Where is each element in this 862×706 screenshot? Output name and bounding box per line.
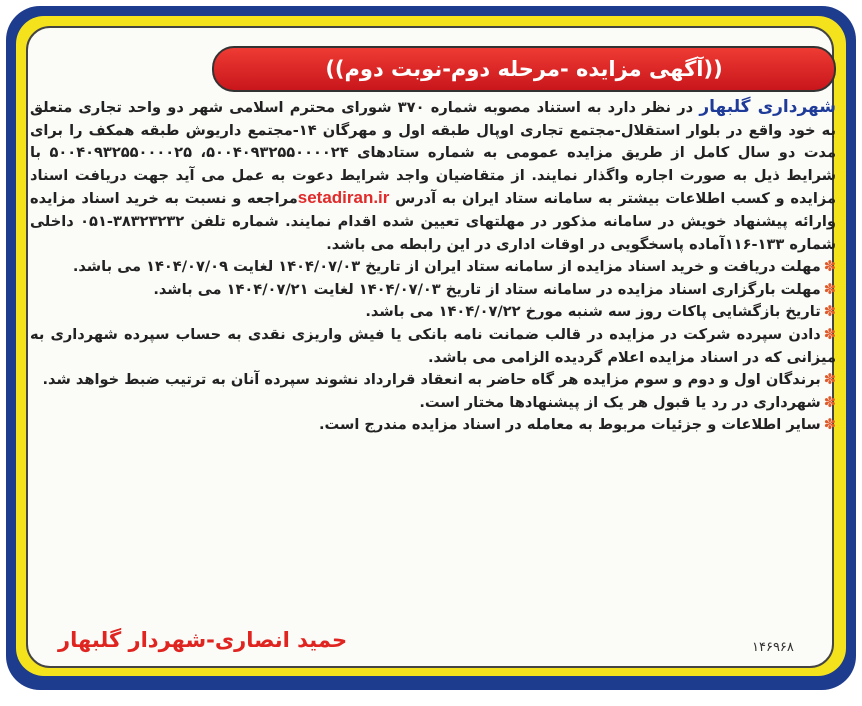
list-item: [30, 369, 836, 392]
bullet-icon: ✽: [823, 325, 836, 343]
list-item: [30, 324, 836, 369]
conditions-list: [30, 256, 836, 437]
list-item: [30, 301, 836, 324]
bullet-icon: ✽: [823, 280, 836, 298]
list-item: [30, 279, 836, 302]
notice-title: ((آگهی مزایده -مرحله دوم-نوبت دوم)): [212, 46, 836, 92]
notice-body: [30, 96, 836, 437]
list-item-text: برندگان اول و دوم و سوم مزایده هر گاه حاضر به انعقاد قرارداد نشوند سپرده آنان به ترتیب ضبط خواهد شد.: [42, 371, 821, 389]
list-item-text: مهلت دریافت و خرید اسناد مزایده از سامانه ستاد ایران از تاریخ ۱۴۰۴/۰۷/۰۳ لغایت ۱۴۰۴/۰۷/۰۹ می باشد.: [72, 258, 821, 276]
organization-name: شهرداری گلبهار: [699, 97, 837, 117]
ad-code: ۱۴۶۹۶۸: [752, 640, 794, 655]
list-item-text: سایر اطلاعات و جزئیات مربوط به معامله در اسناد مزایده مندرج است.: [318, 416, 821, 434]
website-link[interactable]: setadiran.ir: [297, 188, 390, 208]
list-item-text: مهلت بارگزاری اسناد مزایده در سامانه ستاد از تاریخ ۱۴۰۴/۰۷/۰۳ لغایت ۱۴۰۴/۰۷/۲۱ می باشد.: [153, 280, 821, 298]
list-item-text: تاریخ بازگشایی پاکات روز سه شنبه مورخ ۱۴۰۴/۰۷/۲۲ می باشد.: [365, 303, 821, 321]
bullet-icon: ✽: [823, 258, 836, 276]
bullet-icon: ✽: [823, 303, 836, 321]
list-item: [30, 256, 836, 279]
bullet-icon: ✽: [823, 371, 836, 389]
list-item: [30, 392, 836, 415]
signature: حمید انصاری-شهردار گلبهار: [58, 628, 348, 652]
intro-text-1: در نظر دارد به استناد مصوبه شماره ۳۷۰ شورای محترم اسلامی شهر دو واحد تجاری متعلق به خود واقع در بلوار استقلال-مجتمع تجاری اوپال طبقه اول و مهرگان ۱۴-مجتمع داریوش طبقه همکف را برای مدت دو سال کامل از طریق مزایده عمومی به شماره ستادهای ۵۰۰۴۰۹۳۲۵۵۰۰۰۰۲۴، ۵۰۰۴۰۹۳۲۵۵۰۰۰۰۲۵ با شرایط ذیل به صورت اجاره واگذار نمایند. از متقاضیان واجد شرایط دعوت به عمل می آید جهت دریافت اسناد مزایده و کسب اطلاعات بیشتر به سامانه ستاد ایران به آدرس: [30, 99, 836, 208]
list-item-text: دادن سپرده شرکت در مزایده در قالب ضمانت نامه بانکی یا فیش واریزی نقدی به حساب سپرده شهرداری به میزانی که در اسناد مزایده اعلام گردیده الزامی می باشد.: [30, 325, 836, 366]
list-item-text: شهرداری در رد یا قبول هر یک از پیشنهادها مختار است.: [419, 393, 821, 411]
bullet-icon: ✽: [823, 416, 836, 434]
intro-text-2: مراجعه و نسبت به خرید اسناد مزایده وارائه پیشنهاد خویش در سامانه مذکور در مهلتهای تعیین شده اقدام نمایند. شماره تلفن ۳۸۳۲۳۲۳۲-۰۵۱ داخلی شماره ۱۳۳-۱۱۶آماده پاسخگویی در اوقات اداری در این رابطه می باشد.: [30, 190, 836, 253]
list-item: [30, 414, 836, 437]
bullet-icon: ✽: [823, 393, 836, 411]
intro-paragraph: [30, 96, 836, 256]
